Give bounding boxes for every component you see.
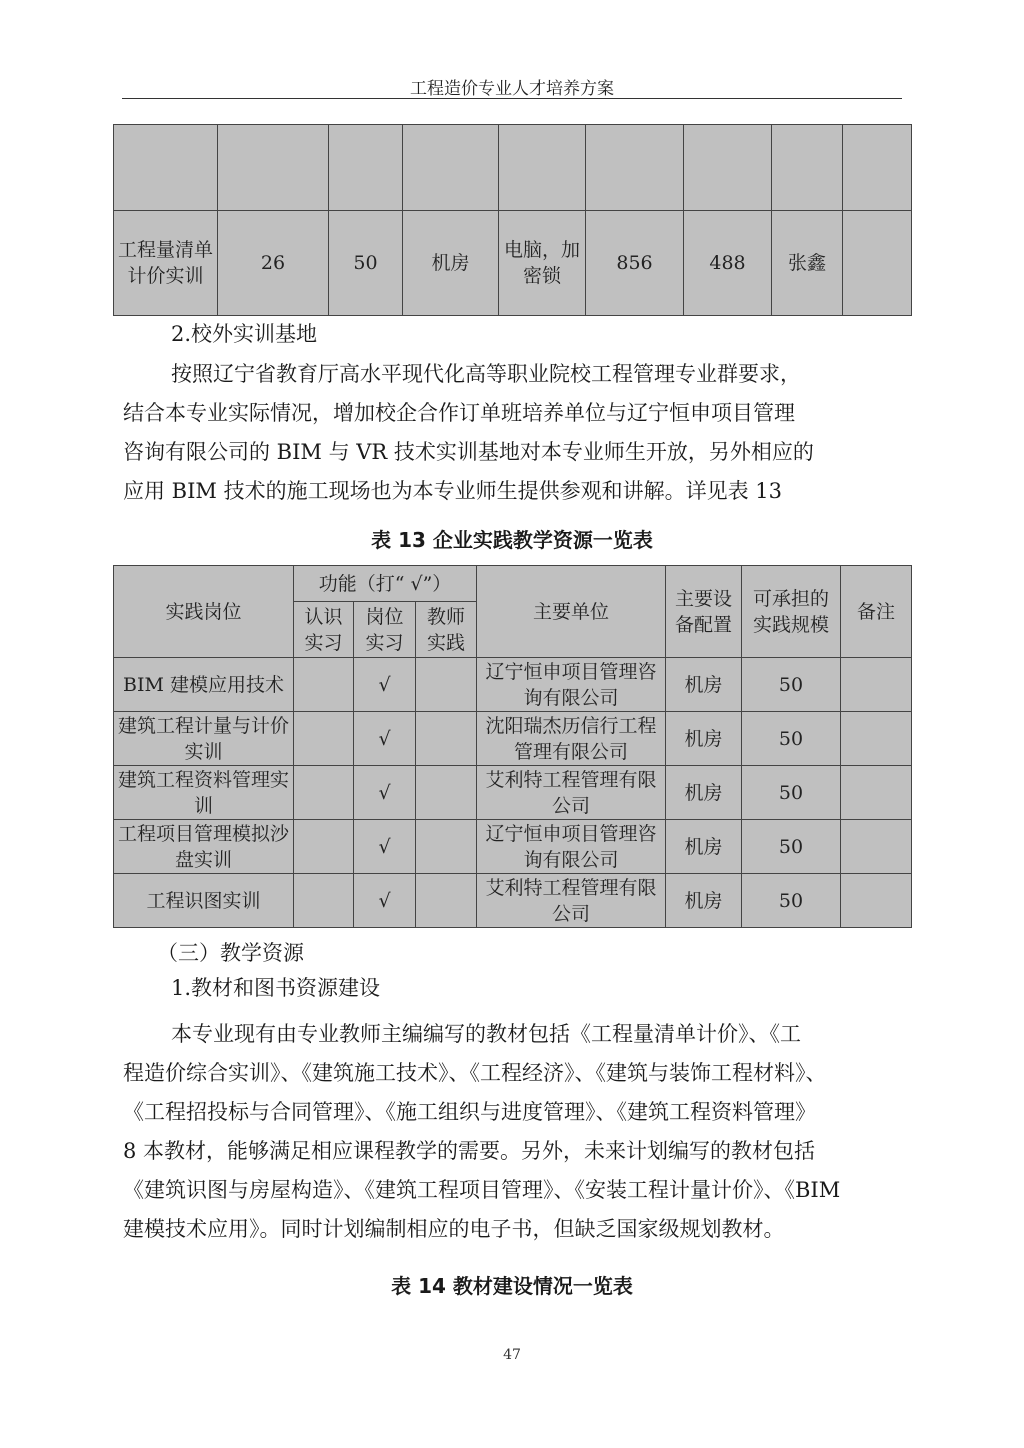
paragraph-line: 8 本教材，能够满足相应课程教学的需要。另外，未来计划编写的教材包括	[123, 1139, 816, 1163]
unit-cell: 沈阳瑞杰历信行工程管理有限公司	[477, 712, 666, 766]
func-post-cell: √	[354, 712, 416, 766]
table-cell	[329, 125, 403, 211]
post-cell: BIM 建模应用技术	[114, 658, 294, 712]
table-row	[114, 820, 912, 874]
subsection-heading: 1.教材和图书资源建设	[171, 976, 381, 1000]
table-cell	[586, 125, 684, 211]
header-capacity: 可承担的实践规模	[742, 566, 841, 658]
remark-cell	[841, 658, 912, 712]
func-cognition-cell	[294, 874, 354, 928]
func-teacher-cell	[416, 820, 477, 874]
page-number: 47	[503, 1347, 521, 1363]
paragraph-line: 建模技术应用》。同时计划编制相应的电子书，但缺乏国家级规划教材。	[123, 1217, 785, 1241]
unit-cell: 辽宁恒申项目管理咨询有限公司	[477, 820, 666, 874]
func-teacher-cell	[416, 658, 477, 712]
func-cognition-cell	[294, 712, 354, 766]
post-cell: 建筑工程计量与计价实训	[114, 712, 294, 766]
equipment-cell: 机房	[666, 874, 742, 928]
header-func-teacher: 教师实践	[416, 602, 477, 658]
remark-cell	[841, 712, 912, 766]
table-row	[114, 766, 912, 820]
post-cell: 工程项目管理模拟沙盘实训	[114, 820, 294, 874]
table-caption: 表 14 教材建设情况一览表	[391, 1274, 633, 1298]
section-heading: （三）教学资源	[157, 941, 304, 965]
paragraph-line: 结合本专业实际情况，增加校企合作订单班培养单位与辽宁恒申项目管理	[123, 401, 795, 425]
previous-table	[113, 124, 912, 316]
table-cell: 电脑，加密锁	[499, 211, 586, 316]
table-cell: 50	[329, 211, 403, 316]
header-func-post: 岗位实习	[354, 602, 416, 658]
equipment-cell: 机房	[666, 820, 742, 874]
paragraph-line: 《工程招投标与合同管理》、《施工组织与进度管理》、《建筑工程资料管理》	[123, 1100, 816, 1124]
table-cell: 机房	[403, 211, 499, 316]
header-unit: 主要单位	[477, 566, 666, 658]
paragraph-line: 程造价综合实训》、《建筑施工技术》、《工程经济》、《建筑与装饰工程材料》、	[123, 1061, 827, 1085]
paragraph-line: 应用 BIM 技术的施工现场也为本专业师生提供参观和讲解。详见表 13	[123, 479, 782, 503]
func-teacher-cell	[416, 766, 477, 820]
table-cell	[218, 125, 329, 211]
func-cognition-cell	[294, 658, 354, 712]
table-cell: 张鑫	[772, 211, 843, 316]
remark-cell	[841, 874, 912, 928]
table-row	[114, 874, 912, 928]
post-cell: 工程识图实训	[114, 874, 294, 928]
header-equipment: 主要设备配置	[666, 566, 742, 658]
remark-cell	[841, 820, 912, 874]
section-heading: 2.校外实训基地	[171, 322, 318, 346]
header-function: 功能（打“ √”）	[294, 566, 477, 602]
header-func-cognition: 认识实习	[294, 602, 354, 658]
practice-resources-table	[113, 565, 912, 928]
table-cell	[843, 211, 912, 316]
table-row	[114, 125, 912, 211]
table-row	[114, 712, 912, 766]
func-post-cell: √	[354, 820, 416, 874]
capacity-cell: 50	[742, 766, 841, 820]
func-teacher-cell	[416, 874, 477, 928]
unit-cell: 艾利特工程管理有限公司	[477, 874, 666, 928]
equipment-cell: 机房	[666, 712, 742, 766]
remark-cell	[841, 766, 912, 820]
paragraph-line: 《建筑识图与房屋构造》、《建筑工程项目管理》、《安装工程计量计价》、《BIM	[123, 1178, 841, 1202]
paragraph-line: 按照辽宁省教育厅高水平现代化高等职业院校工程管理专业群要求，	[171, 362, 801, 386]
table-cell: 856	[586, 211, 684, 316]
unit-cell: 艾利特工程管理有限公司	[477, 766, 666, 820]
table-row	[114, 658, 912, 712]
course-name-cell: 工程量清单计价实训	[114, 211, 218, 316]
func-post-cell: √	[354, 658, 416, 712]
table-cell	[684, 125, 772, 211]
running-header: 工程造价专业人才培养方案	[410, 79, 614, 99]
table-caption: 表 13 企业实践教学资源一览表	[371, 528, 653, 552]
unit-cell: 辽宁恒申项目管理咨询有限公司	[477, 658, 666, 712]
func-teacher-cell	[416, 712, 477, 766]
capacity-cell: 50	[742, 712, 841, 766]
header-rule	[122, 98, 902, 99]
table-cell	[114, 125, 218, 211]
header-row	[114, 566, 912, 602]
table-row	[114, 211, 912, 316]
equipment-cell: 机房	[666, 766, 742, 820]
capacity-cell: 50	[742, 658, 841, 712]
table-cell	[843, 125, 912, 211]
table-cell: 488	[684, 211, 772, 316]
table-cell	[403, 125, 499, 211]
paragraph-line: 本专业现有由专业教师主编编写的教材包括《工程量清单计价》、《工	[171, 1022, 801, 1046]
func-cognition-cell	[294, 766, 354, 820]
capacity-cell: 50	[742, 820, 841, 874]
table-cell: 26	[218, 211, 329, 316]
func-cognition-cell	[294, 820, 354, 874]
header-post: 实践岗位	[114, 566, 294, 658]
paragraph-line: 咨询有限公司的 BIM 与 VR 技术实训基地对本专业师生开放，另外相应的	[123, 440, 814, 464]
equipment-cell: 机房	[666, 658, 742, 712]
post-cell: 建筑工程资料管理实训	[114, 766, 294, 820]
func-post-cell: √	[354, 766, 416, 820]
table-cell	[772, 125, 843, 211]
func-post-cell: √	[354, 874, 416, 928]
header-remark: 备注	[841, 566, 912, 658]
capacity-cell: 50	[742, 874, 841, 928]
table-cell	[499, 125, 586, 211]
